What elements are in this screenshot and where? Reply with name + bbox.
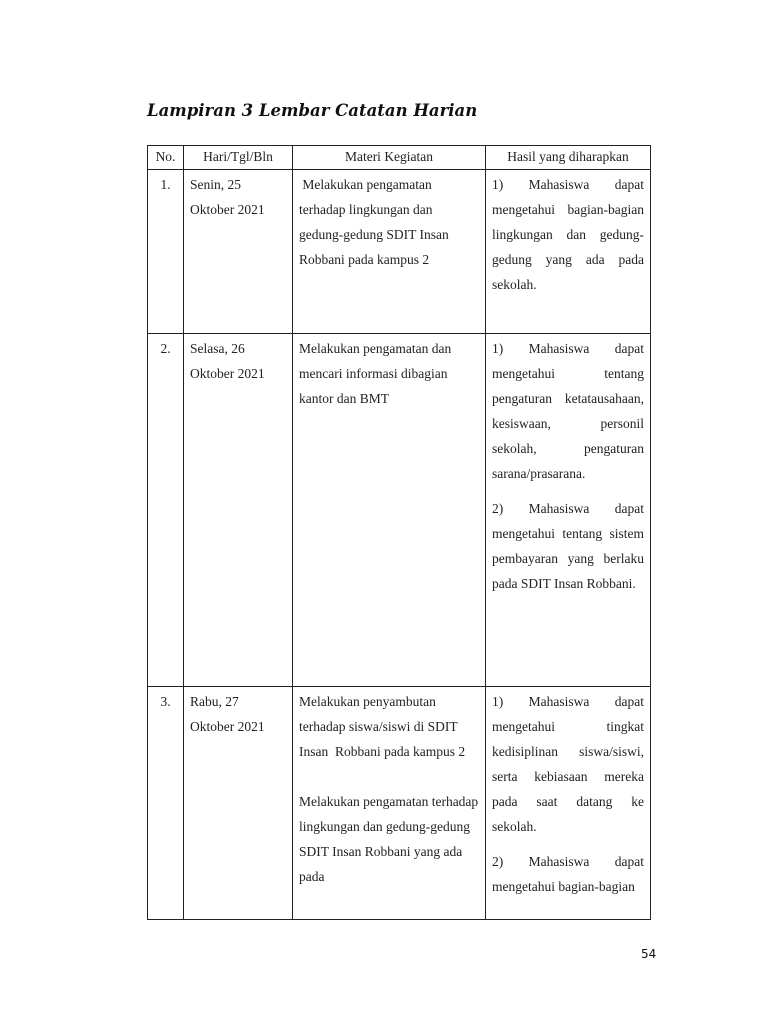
cell-materi: Melakukan pengamatan dan mencari informasi dibagian kantor dan BMT [293, 334, 486, 687]
cell-hasil: 1) Mahasiswa dapat mengetahui bagian-bagian lingkungan dan gedung-gedung yang ada pada sekolah. [486, 170, 651, 334]
page-number: 54 [641, 947, 657, 961]
cell-no: 2. [148, 334, 184, 687]
header-materi: Materi Kegiatan [293, 146, 486, 170]
table-row [148, 170, 651, 334]
header-hasil: Hasil yang diharapkan [486, 146, 651, 170]
header-date: Hari/Tgl/Bln [184, 146, 293, 170]
cell-no: 3. [148, 687, 184, 920]
header-no: No. [148, 146, 184, 170]
cell-materi: Melakukan pengamatan terhadap lingkungan dan gedung-gedung SDIT Insan Robbani pada kampus 2 [293, 170, 486, 334]
page-title: Lampiran 3 Lembar Catatan Harian [147, 101, 478, 120]
table-row [148, 687, 651, 920]
cell-materi: Melakukan penyambutan terhadap siswa/siswi di SDIT Insan Robbani pada kampus 2 Melakukan pengamatan terhadap lingkungan dan gedung-gedung SDIT Insan Robbani yang ada pada [293, 687, 486, 920]
daily-log-table [147, 145, 651, 920]
cell-no: 1. [148, 170, 184, 334]
cell-hasil: 1) Mahasiswa dapat mengetahui tentang pengaturan ketatausahaan, kesiswaan, personil sekolah, pengaturan sarana/prasarana. 2) Mahasiswa dapat mengetahui tentang sistem pembayaran yang berlaku pada SDIT Insan Robbani. [486, 334, 651, 687]
table-header-row [148, 146, 651, 170]
table-row [148, 334, 651, 687]
cell-date: Rabu, 27 Oktober 2021 [184, 687, 293, 920]
cell-date: Selasa, 26 Oktober 2021 [184, 334, 293, 687]
cell-date: Senin, 25 Oktober 2021 [184, 170, 293, 334]
cell-hasil: 1) Mahasiswa dapat mengetahui tingkat kedisiplinan siswa/siswi, serta kebiasaan mereka pada saat datang ke sekolah. 2) Mahasiswa dapat mengetahui bagian-bagian [486, 687, 651, 920]
